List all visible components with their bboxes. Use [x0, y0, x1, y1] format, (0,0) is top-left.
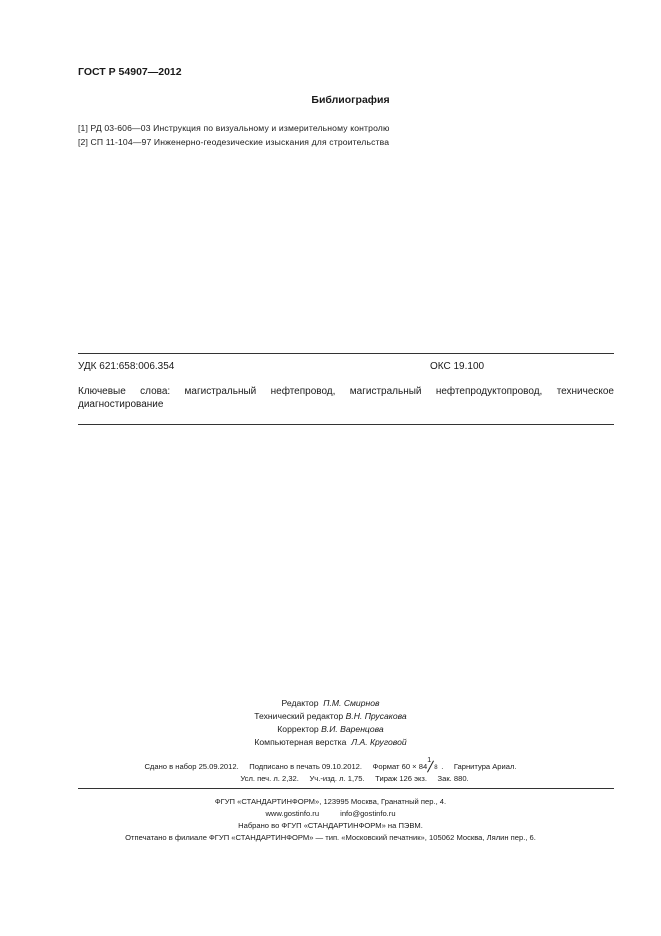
document-id: ГОСТ Р 54907—2012 — [78, 66, 182, 78]
divider-middle — [78, 424, 614, 425]
divider-bottom — [78, 788, 614, 789]
divider-top — [78, 353, 614, 354]
fraction-denominator: 8 — [434, 765, 438, 771]
publisher-printed: Отпечатано в филиале ФГУП «СТАНДАРТИНФОРМ» — тип. «Московский печатник», 105062 Москва, Лялин пер., 6. — [125, 833, 536, 842]
bibliography-title: Библиография — [311, 94, 390, 106]
publisher-typeset: Набрано во ФГУП «СТАНДАРТИНФОРМ» на ПЭВМ. — [238, 821, 423, 830]
credit-editor — [0, 698, 661, 708]
credit-role: Корректор — [277, 724, 319, 734]
publisher-contacts: www.gostinfo.ru info@gostinfo.ru — [265, 809, 396, 818]
credit-proofreader — [0, 724, 661, 734]
credit-name: В.И. Варенцова — [321, 724, 384, 734]
udk-code: УДК 621:658:006.354 — [78, 361, 175, 372]
bibliography-entry: [1] РД 03-606—03 Инструкция по визуальному и измерительному контролю — [78, 123, 390, 133]
credit-role: Технический редактор — [254, 711, 344, 721]
keywords — [78, 385, 614, 411]
publisher-address: ФГУП «СТАНДАРТИНФОРМ», 123995 Москва, Гранатный пер., 4. — [214, 797, 447, 806]
format-fraction — [427, 757, 441, 772]
credit-name: П.М. Смирнов — [323, 698, 380, 708]
print-info-line-1 — [0, 757, 661, 772]
credit-layout — [0, 737, 661, 747]
bibliography-entry: [2] СП 11-104—97 Инженерно-геодезические изыскания для строительства — [78, 137, 390, 147]
credit-name: Л.А. Круговой — [351, 737, 407, 747]
fraction-numerator: 1 — [427, 757, 432, 764]
print-info-line-2: Усл. печ. л. 2,32. Уч.-изд. л. 1,75. Тираж 126 экз. Зак. 880. — [240, 774, 469, 783]
credit-name: В.Н. Прусакова — [345, 711, 407, 721]
credit-role: Компьютерная верстка — [254, 737, 347, 747]
credit-role: Редактор — [281, 698, 319, 708]
keywords-line: Ключевые слова: магистральный нефтепровод, магистральный нефтепродуктопровод, техническое — [78, 386, 614, 397]
oks-code: ОКС 19.100 — [430, 361, 485, 372]
print-info-text: Сдано в набор 25.09.2012. Подписано в печать 09.10.2012. Формат 60 × 84 — [144, 762, 428, 771]
keywords-line: диагностирование — [78, 399, 164, 410]
credit-tech-editor — [0, 711, 661, 721]
print-info-text: . Гарнитура Ариал. — [441, 762, 517, 771]
